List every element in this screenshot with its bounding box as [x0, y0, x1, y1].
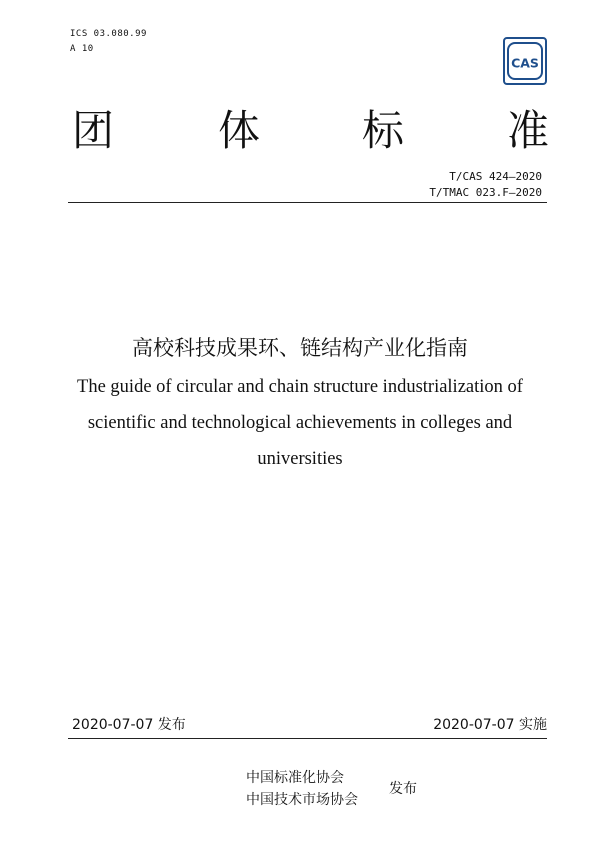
- chinese-title: 高校科技成果环、链结构产业化指南: [132, 336, 468, 360]
- bottom-divider: [68, 738, 547, 739]
- implementation-date: 2020-07-07 实施: [433, 717, 547, 733]
- ics-code: ICS 03.080.99: [70, 29, 147, 39]
- logo-text: CAS: [511, 55, 539, 71]
- cas-logo: [503, 37, 547, 85]
- doc-type-char-4: 准: [507, 106, 550, 155]
- doc-type-char-2: 体: [218, 106, 261, 155]
- release-date: 2020-07-07 发布: [72, 717, 186, 733]
- doc-type-char-1: 团: [72, 106, 115, 155]
- top-divider: [68, 202, 547, 203]
- publish-action: 发布: [389, 781, 417, 797]
- english-title-line: universities: [257, 449, 343, 469]
- cas-logo-graphic: [503, 37, 547, 85]
- publisher-org-2: 中国技术市场协会: [246, 792, 358, 808]
- doc-type-char-3: 标: [362, 106, 405, 155]
- standard-number-tmac: T/TMAC 023.F—2020: [429, 186, 542, 199]
- standard-number-cas: T/CAS 424—2020: [449, 170, 542, 183]
- standard-numbers: [429, 169, 542, 201]
- publisher-org-1: 中国标准化协会: [246, 770, 344, 786]
- english-title-line: scientific and technological achievements in colleges and: [87, 413, 513, 433]
- english-title-line: The guide of circular and chain structure industrialization of: [77, 377, 523, 397]
- english-title: [60, 369, 540, 477]
- ccs-code: A 10: [70, 44, 94, 54]
